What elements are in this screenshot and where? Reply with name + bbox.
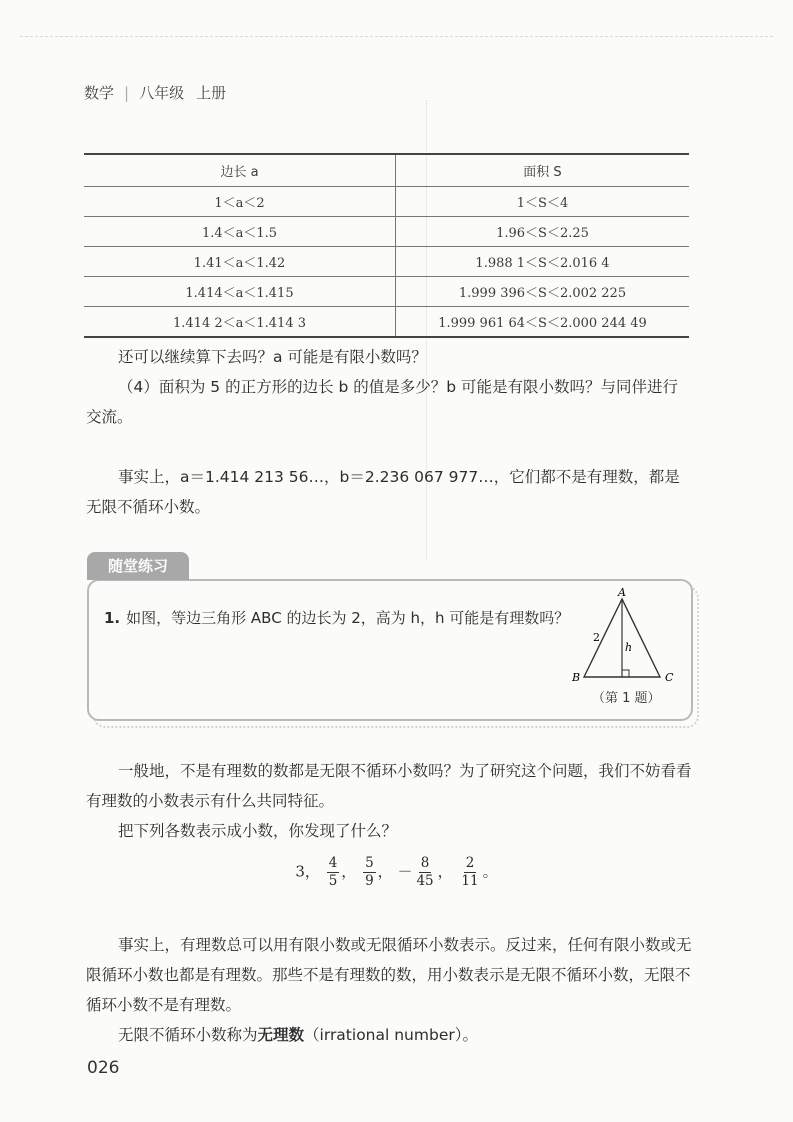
table-row [84,307,689,338]
table-header-area: 面积 S [396,154,690,187]
paragraph-rational-fact: 事实上，有理数总可以用有限小数或无限循环小数表示。反过来，任何有限小数或无限循环小数也都是有理数。那些不是有理数的数，用小数表示是无限不循环小数，无限不循环小数不是有理数。 [86,936,692,1014]
exercise-question [104,604,574,632]
definition-term: 无理数 [257,1026,305,1044]
table-row [84,187,689,217]
table-cell: 1.999 961 64＜S＜2.000 244 49 [396,307,690,338]
paragraph-general: 一般地，不是有理数的数都是无限不循环小数吗？为了研究这个问题，我们不妨看看有理数的小数表示有什么共同特征。 [86,762,692,810]
table-cell: 1.414 2＜a＜1.414 3 [84,307,396,338]
vertex-c-label: C [665,671,674,684]
definition-lead: 无限不循环小数称为 [118,1026,258,1044]
table-row [84,217,689,247]
fraction-5-9: $\frac{5}{9}$ [365,855,374,889]
exercise-tab: 随堂练习 [87,552,189,580]
table-cell: 1＜S＜4 [396,187,690,217]
fraction-4-5: $\frac{4}{5}$ [328,855,338,889]
number-three: 3 [295,862,305,881]
figure-caption: （第 1 题） [592,691,661,706]
header-separator: | [124,84,130,102]
vertex-a-label: A [618,586,626,599]
fraction-8-45: $\frac{8}{45}$ [416,855,434,889]
table-header-side: 边长 a [84,154,396,187]
triangle-figure [560,585,690,685]
header-grade: 八年级 [139,84,185,102]
vertex-b-label: B [572,671,581,684]
table-header-row [84,154,689,187]
side-area-table [84,153,689,338]
exercise-text: 如图，等边三角形 ABC 的边长为 2，高为 h，h 可能是有理数吗？ [126,609,570,627]
header-volume: 上册 [196,84,227,102]
table-cell: 1.96＜S＜2.25 [396,217,690,247]
minus-sign: － [397,862,413,881]
paragraph-continue: 还可以继续算下去吗？a 可能是有限小数吗？ [118,348,427,366]
numbers-list: 3， $\frac{4}{5}$ ， $\frac{5}{9}$ ， － $\frac{8}{45}$ ， $\frac{2}{11}$ 。 [295,855,498,889]
paragraph-fact: 事实上，a＝1.414 213 56…，b＝2.236 067 977…，它们都不是有理数，都是无限不循环小数。 [86,468,680,516]
paragraph-question-4: （4）面积为 5 的正方形的边长 b 的值是多少？b 可能是有限小数吗？与同伴进行交流。 [86,378,679,426]
fraction-2-11: $\frac{2}{11}$ [461,855,479,889]
definition-english: （irrational number）。 [304,1026,478,1044]
height-label: h [625,641,633,654]
list-end-mark: 。 [482,862,498,881]
paragraph-instruction: 把下列各数表示成小数，你发现了什么？ [118,822,398,840]
page-header [84,82,226,103]
table-row [84,247,689,277]
exercise-number: 1. [104,609,121,627]
scan-edge-line [20,36,773,37]
table-row [84,277,689,307]
table-cell: 1.4＜a＜1.5 [84,217,396,247]
page-number: 026 [87,1058,120,1078]
table-cell: 1.414＜a＜1.415 [84,277,396,307]
paragraph-definition [86,1020,692,1050]
side-length-label: 2 [593,631,600,644]
table-cell: 1.41＜a＜1.42 [84,247,396,277]
header-subject: 数学 [84,84,115,102]
table-cell: 1.988 1＜S＜2.016 4 [396,247,690,277]
right-angle-mark [622,670,629,677]
table-cell: 1.999 396＜S＜2.002 225 [396,277,690,307]
table-cell: 1＜a＜2 [84,187,396,217]
